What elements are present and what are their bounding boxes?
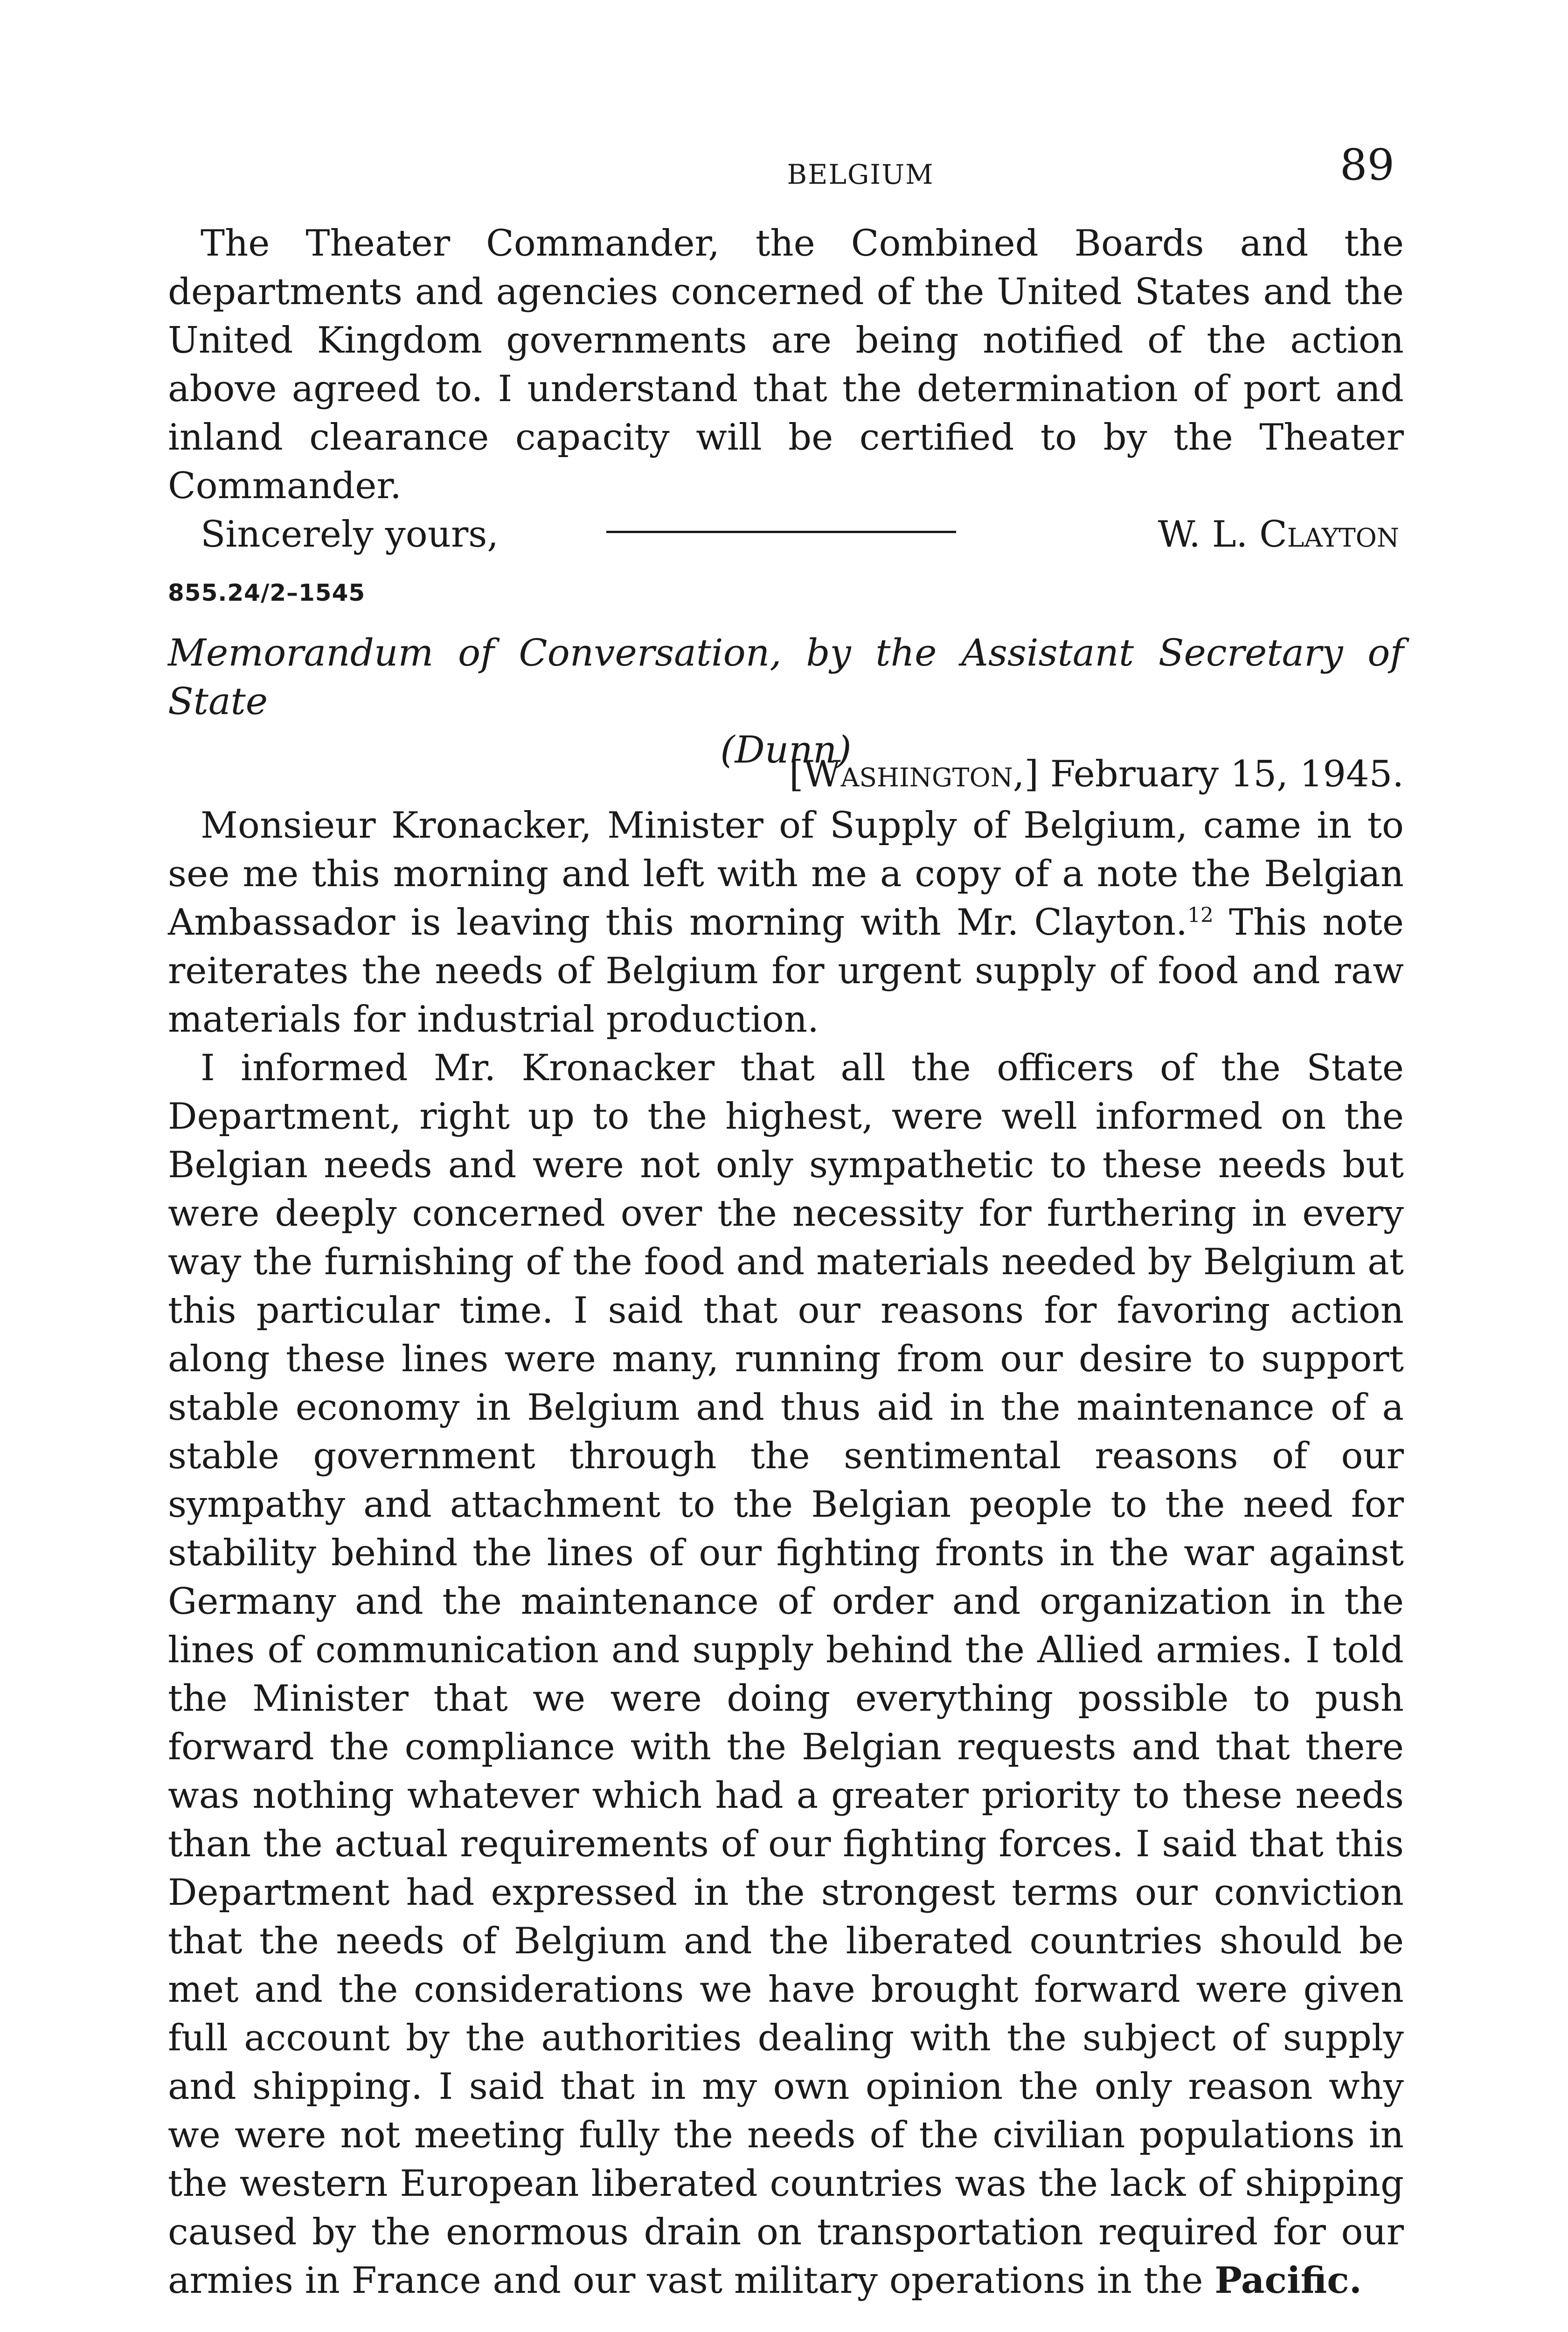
paragraph-text: This note reiterates the needs of Belgium for urgent supply of food and raw materials for industrial production.	[168, 902, 1404, 1041]
dateline	[789, 750, 1404, 798]
date: February 15, 1945.	[1050, 753, 1404, 795]
running-title: BELGIUM	[787, 159, 934, 190]
letter-paragraph: The Theater Commander, the Combined Boards and the departments and agencies concerned of the United States and the United Kingdom governments are being notified of the action above agreed to. I understand that the determination of port and inland clearance capacity will be certified to by the Theater Commander.	[168, 222, 1404, 507]
paragraph-text: I informed Mr. Kronacker that all the officers of the State Department, right up to the highest, were well informed on the Belgian needs and were not only sympathetic to these needs but were deeply concerned over the necessity for furthering in every way the furnishing of the food and materials needed by Belgium at this particular time. I said that our reasons for favoring action along these lines were many, running from our desire to support stable economy in Belgium and thus aid in the maintenance of a stable government through the sentimental reasons of our sympathy and attachment to the Belgian people to the need for stability behind the lines of our fighting fronts in the war against Germany and the maintenance of order and organization in the lines of communication and supply behind the Allied armies. I told the Minister that we were doing everything possible to push forward the compliance with the Belgian requests and that there was nothing whatever which had a greater priority to these needs than the actual requirements of our fighting forces. I said that this Department had expressed in the strongest terms our conviction that the needs of Belgium and the liberated countries should be met and the considerations we have brought forward were given full account by the authorities dealing with the subject of supply and shipping. I said that in my own opinion the only reason why we were not meeting fully the needs of the civilian populations in the western European liberated countries was the lack of shipping caused by the enormous drain on transportation required for our armies in France and our vast military operations in the	[168, 1047, 1404, 2302]
date-place: [Washington,]	[789, 753, 1039, 795]
file-number: 855.24/2–1545	[168, 579, 366, 606]
footnote-reference: 12	[1187, 903, 1214, 927]
section-divider	[606, 531, 956, 533]
memo-author: (Dunn)	[720, 728, 852, 771]
paragraph-text-end: Pacific.	[1214, 2259, 1362, 2302]
memo-paragraph	[168, 801, 1404, 1044]
page-number: 89	[1339, 140, 1395, 190]
page-header	[168, 140, 1404, 205]
memo-paragraph	[168, 1044, 1404, 2305]
letter-closing	[168, 510, 1404, 559]
memo-title-line: Memorandum of Conversation, by the Assistant Secretary of State	[168, 631, 1404, 723]
memo-body	[168, 801, 1404, 2305]
paragraph-text: Monsieur Kronacker, Minister of Supply of Belgium, came in to see me this morning and left with me a copy of a note the Belgian Ambassador is leaving this morning with Mr. Clayton.	[168, 805, 1404, 944]
signature: W. L. Clayton	[1158, 514, 1399, 555]
letter-conclusion	[168, 219, 1404, 559]
complimentary-close: Sincerely yours,	[201, 514, 499, 555]
